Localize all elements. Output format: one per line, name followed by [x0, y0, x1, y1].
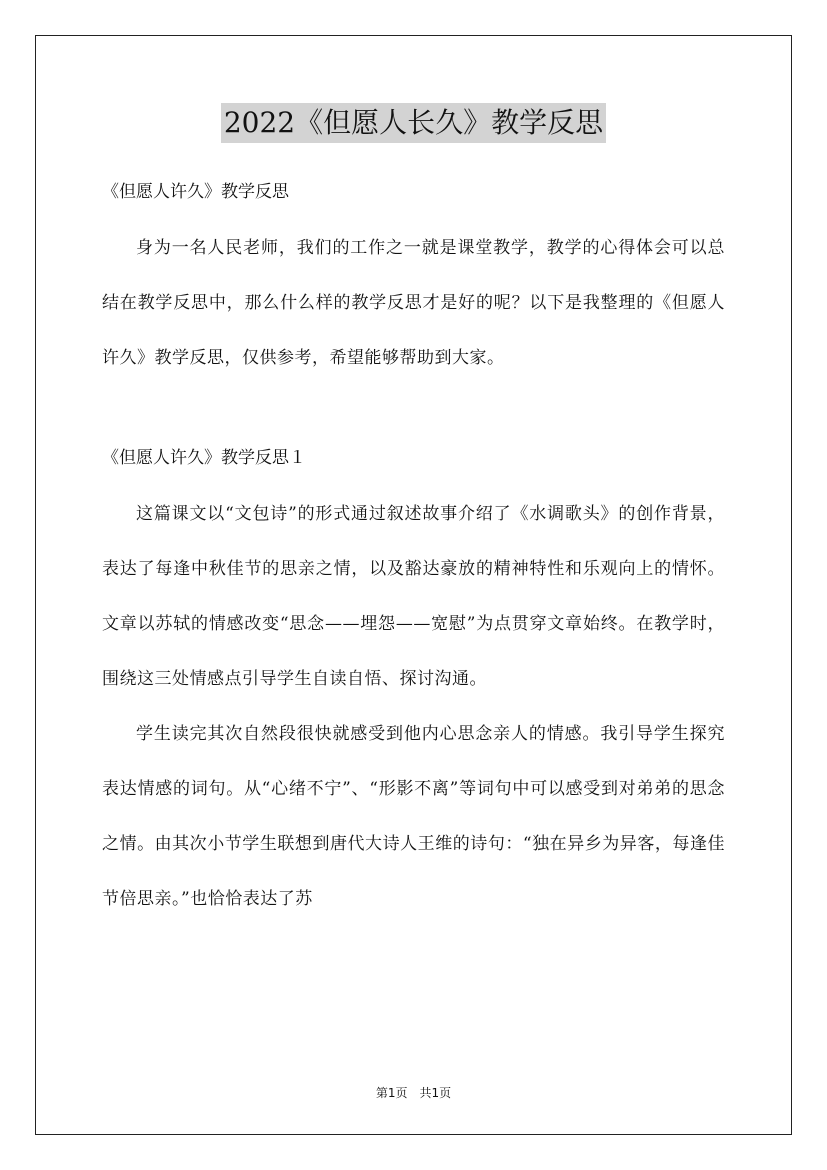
- section-spacer: [102, 386, 725, 438]
- intro-heading: 《但愿人许久》教学反思: [102, 182, 289, 202]
- section1-heading: 《但愿人许久》教学反思１: [102, 448, 306, 468]
- page-footer: [0, 1084, 827, 1101]
- page-indicator: 第1页 共1页: [375, 1086, 452, 1100]
- section1-paragraph-1: 这篇课文以“文包诗”的形式通过叙述故事介绍了《水调歌头》的创作背景，表达了每逢中秋佳节的思亲之情，以及豁达豪放的精神特性和乐观向上的情怀。文章以苏轼的情感改变“思念——埋怨——宽慰”为点贯穿文章始终。在教学时，围绕这三处情感点引导学生自读自悟、探讨沟通。: [102, 504, 725, 689]
- document-title: 2022《但愿人长久》教学反思: [221, 103, 606, 143]
- section1-paragraph-2: 学生读完其次自然段很快就感受到他内心思念亲人的情感。我引导学生探究表达情感的词句。从“心绪不宁”、“形影不离”等词句中可以感受到对弟弟的思念之情。由其次小节学生联想到唐代大诗人王维的诗句：“独在异乡为异客，每逢佳节倍思亲。”也恰恰表达了苏: [102, 724, 725, 909]
- document-body: [102, 172, 725, 927]
- intro-paragraph: 身为一名人民老师，我们的工作之一就是课堂教学，教学的心得体会可以总结在教学反思中，那么什么样的教学反思才是好的呢？以下是我整理的《但愿人许久》教学反思，仅供参考，希望能够帮助到大家。: [102, 238, 725, 368]
- title-container: [0, 103, 827, 143]
